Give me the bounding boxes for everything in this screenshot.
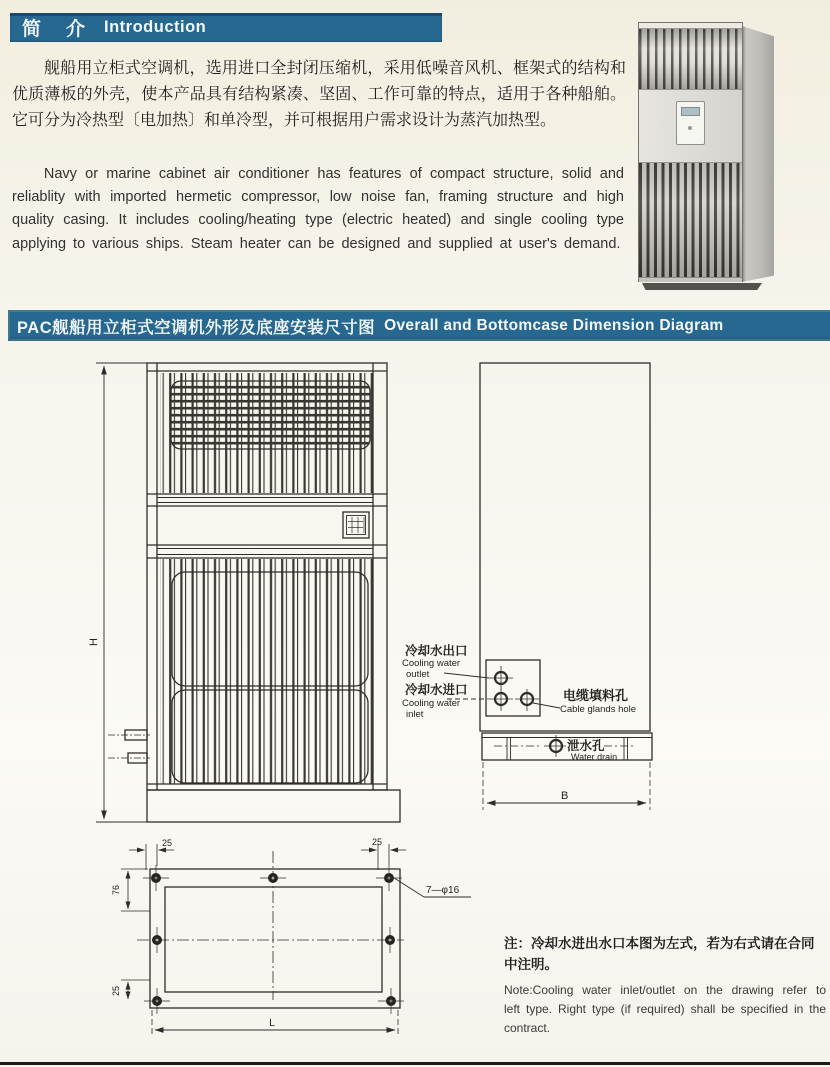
width-dimension [483,762,650,810]
inlet-label-en2: inlet [406,709,424,720]
front-control-box [343,512,369,538]
base-view-drawing [111,837,471,1036]
outlet-leader-line [444,673,489,678]
outlet-label-en1: Cooling water [402,658,461,669]
height-dimension-label: H [88,638,100,646]
cable-glands-leader-line [533,703,560,708]
base-dim-top-right-label: 25 [371,837,383,847]
front-bottom-grille [160,559,373,784]
outlet-label-en2: outlet [406,669,430,680]
water-drain-label-en: Water drain [571,752,618,762]
cable-glands-label-zh: 电缆填料孔 [563,688,629,703]
front-pipe-stubs [108,730,150,763]
note-english: Note:Cooling water inlet/outlet on the drawing refer to left type. Right type (if required) shall be specified in the contract. [504,982,826,1036]
note-block [504,934,826,1038]
base-dim-left-upper-label: 76 [111,884,121,896]
dimension-title-zh: PAC舰船用立柜式空调机外形及底座安装尺寸图 [17,318,376,337]
water-drain-label-zh: 泄水孔 [567,739,605,753]
note-chinese-line1: 注：冷却水进出水口本图为左式，若为右式请在合同 [504,936,815,951]
dimension-title-en: Overall and Bottomcase Dimension Diagram [384,316,724,334]
front-base-pedestal [147,790,400,822]
cooling-water-outlet-port [489,666,513,690]
inlet-label-zh: 冷却水进口 [405,683,468,697]
length-dimension-label: L [269,1017,275,1029]
cooling-water-inlet-port [487,689,513,711]
page-bottom-rule [0,1062,830,1065]
front-coil-area [171,381,370,449]
introduction-title-en: Introduction [104,18,207,36]
introduction-title-zh: 简 介 [22,19,89,40]
base-dim-top-left-label: 25 [161,838,173,848]
base-dim-left-lower [121,980,150,999]
note-chinese-line2: 中注明。 [504,956,558,972]
intro-paragraph-chinese: 舰船用立柜式空调机，选用进口全封闭压缩机，采用低噪音风机、框架式的结构和优质薄板的外壳，使本产品具有结构紧凑、坚固、工作可靠的特点，适用于各种船舶。它可分为冷热型〔电加热〕和单冷型，并可根据用户需求设计为蒸汽加热型。 [12,60,626,129]
cable-glands-hole-port [515,689,539,711]
inlet-label-en1: Cooling water [402,698,461,709]
length-dimension [152,1010,398,1036]
front-view-drawing [88,363,400,822]
holes-callout-label: 7—φ16 [426,885,460,896]
base-dim-left-lower-label: 25 [111,985,121,997]
width-dimension-label: B [561,790,569,802]
intro-paragraph-english: Navy or marine cabinet air conditioner has features of compact structure, solid and reliablity with imported hermetic compressor, low noise fan, framing structure and high quality casing. It includes cooling/heating type (electric heated) and single cooling type applying to various ships. Steam heater can be designed and supplied at user's demand. [12,166,624,252]
cable-glands-label-en: Cable glands hole [560,704,637,715]
base-dim-left-upper [121,869,150,911]
base-dim-top-right [361,844,406,870]
side-view-drawing [402,363,652,810]
water-connection-panel [486,660,540,716]
outlet-label-zh: 冷却水出口 [405,644,468,658]
